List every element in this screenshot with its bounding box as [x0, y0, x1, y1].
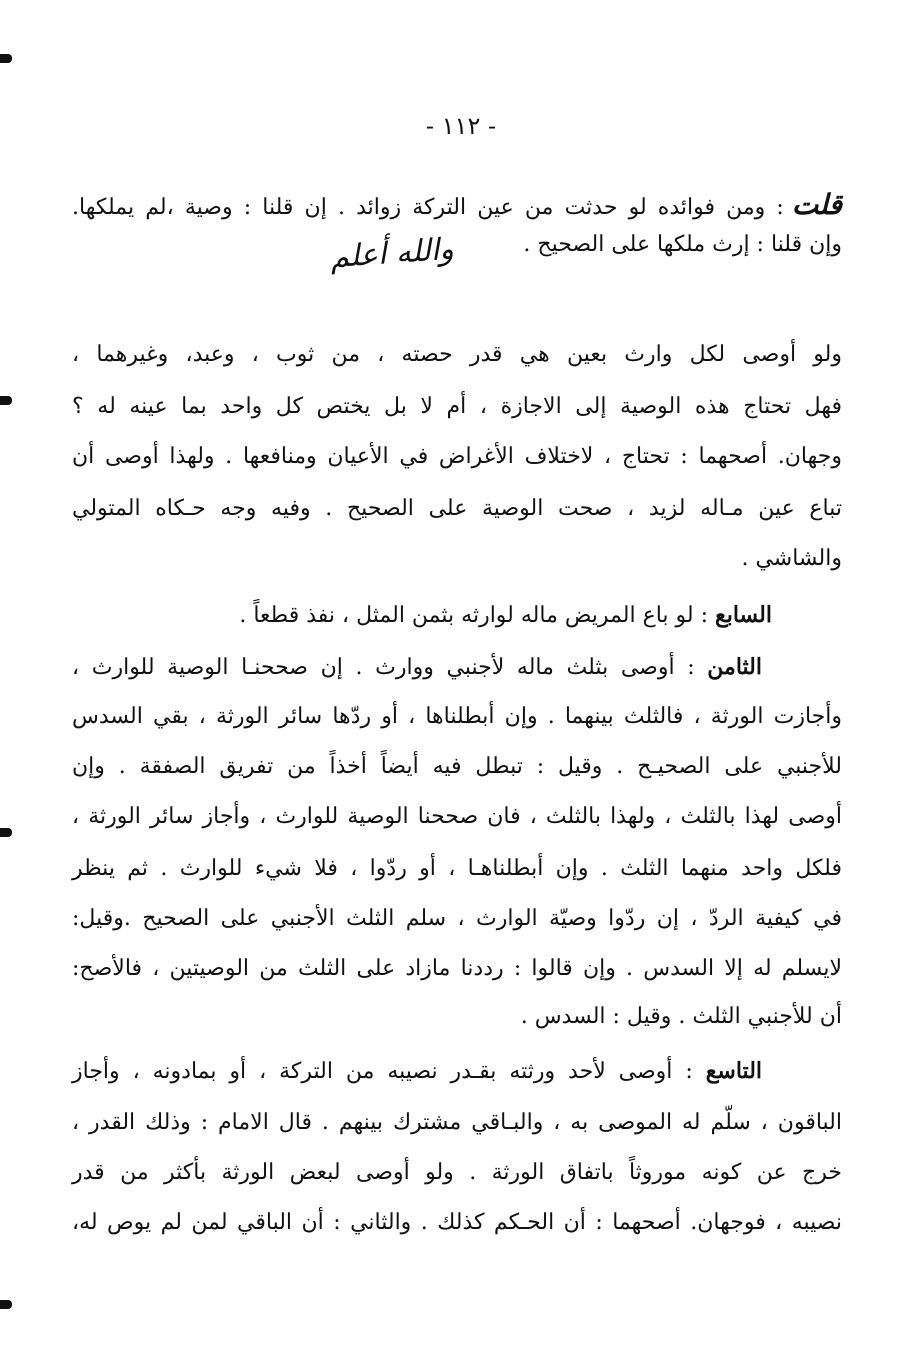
text-line: تباع عين مـاله لزيد ، صحت الوصية على الصحيح . وفيه وجه حـكاه المتولي: [72, 496, 842, 521]
paragraph-lead: الثامن: [707, 654, 762, 680]
text-line: فلكل واحد منهما الثلث . وإن أبطلناهـا ، أو ردّوا ، فلا شيء للوارث . ثم ينظر: [72, 856, 842, 881]
paragraph-lead: قلت: [791, 188, 842, 221]
text-line: قلت: ومن فوائده لو حدثت من عين التركة زوائد . إن قلنا : وصية ،لم يملكها.: [72, 188, 842, 221]
page-number: - ١١٢ -: [425, 112, 497, 140]
handwritten-note: والله أعلم: [328, 231, 455, 276]
paragraph-lead: السابع: [715, 602, 772, 628]
text-line: أوصى لهذا بالثلث ، ولهذا بالثلث ، فان صححنا الوصية للوارث ، وأجاز سائر الورثة ،: [72, 804, 842, 829]
text-line: السابع : لو باع المريض ماله لوارثه بثمن المثل ، نفذ قطعاً .: [239, 602, 772, 628]
text-line: والشاشي .: [741, 546, 842, 571]
text-line: ولو أوصى لكل وارث بعين هي قدر حصته ، من ثوب ، وعبد، وغيرهما ،: [72, 342, 842, 367]
margin-mark: [0, 828, 12, 837]
text-line: الثامن : أوصى بثلث ماله لأجنبي ووارث . إن صححنـا الوصية للوارث ،: [72, 654, 762, 680]
paragraph-lead: التاسع: [705, 1058, 763, 1084]
text-line: فهل تحتاج هذه الوصية إلى الاجازة ، أم لا بل يختص كل واحد بما عينه له ؟: [72, 394, 842, 419]
text-line: وإن قلنا : إرث ملكها على الصحيح .: [523, 232, 842, 257]
text-line: التاسع : أوصى لأحد ورثته بقـدر نصيبه من التركة ، أو بمادونه ، وأجاز: [72, 1058, 763, 1084]
text-line: وأجازت الورثة ، فالثلث بينهما . وإن أبطلناها ، أو ردّها سائر الورثة ، بقي السدس: [72, 704, 842, 729]
text-line: الباقون ، سلّم له الموصى به ، والبـاقي مشترك بينهم . قال الامام : وذلك القدر ،: [72, 1110, 842, 1135]
text-line: أن للأجنبي الثلث . وقيل : السدس .: [520, 1004, 842, 1029]
text-line: خرج عن كونه موروثاً باتفاق الورثة . ولو أوصى لبعض الورثة بأكثر من قدر: [72, 1160, 842, 1185]
margin-mark: [0, 396, 12, 405]
text-line: نصيبه ، فوجهان. أصحهما : أن الحـكم كذلك . والثاني : أن الباقي لمن لم يوص له،: [72, 1210, 842, 1235]
text-line: لايسلم له إلا السدس . وإن قالوا : رددنا مازاد على الثلث من الوصيتين ، فالأصح:: [72, 956, 842, 981]
margin-mark: [0, 54, 12, 63]
text-line: في كيفية الردّ ، إن ردّوا وصيّة الوارث ، سلم الثلث الأجنبي على الصحيح .وقيل:: [72, 906, 842, 931]
margin-mark: [0, 1300, 12, 1309]
text-line: وجهان. أصحهما : تحتاج ، لاختلاف الأغراض في الأعيان ومنافعها . ولهذا أوصى أن: [72, 444, 842, 469]
text-line: للأجنبي على الصحيـح . وقيل : تبطل فيه أيضاً أخذاً من تفريق الصفقة . وإن: [72, 754, 842, 779]
